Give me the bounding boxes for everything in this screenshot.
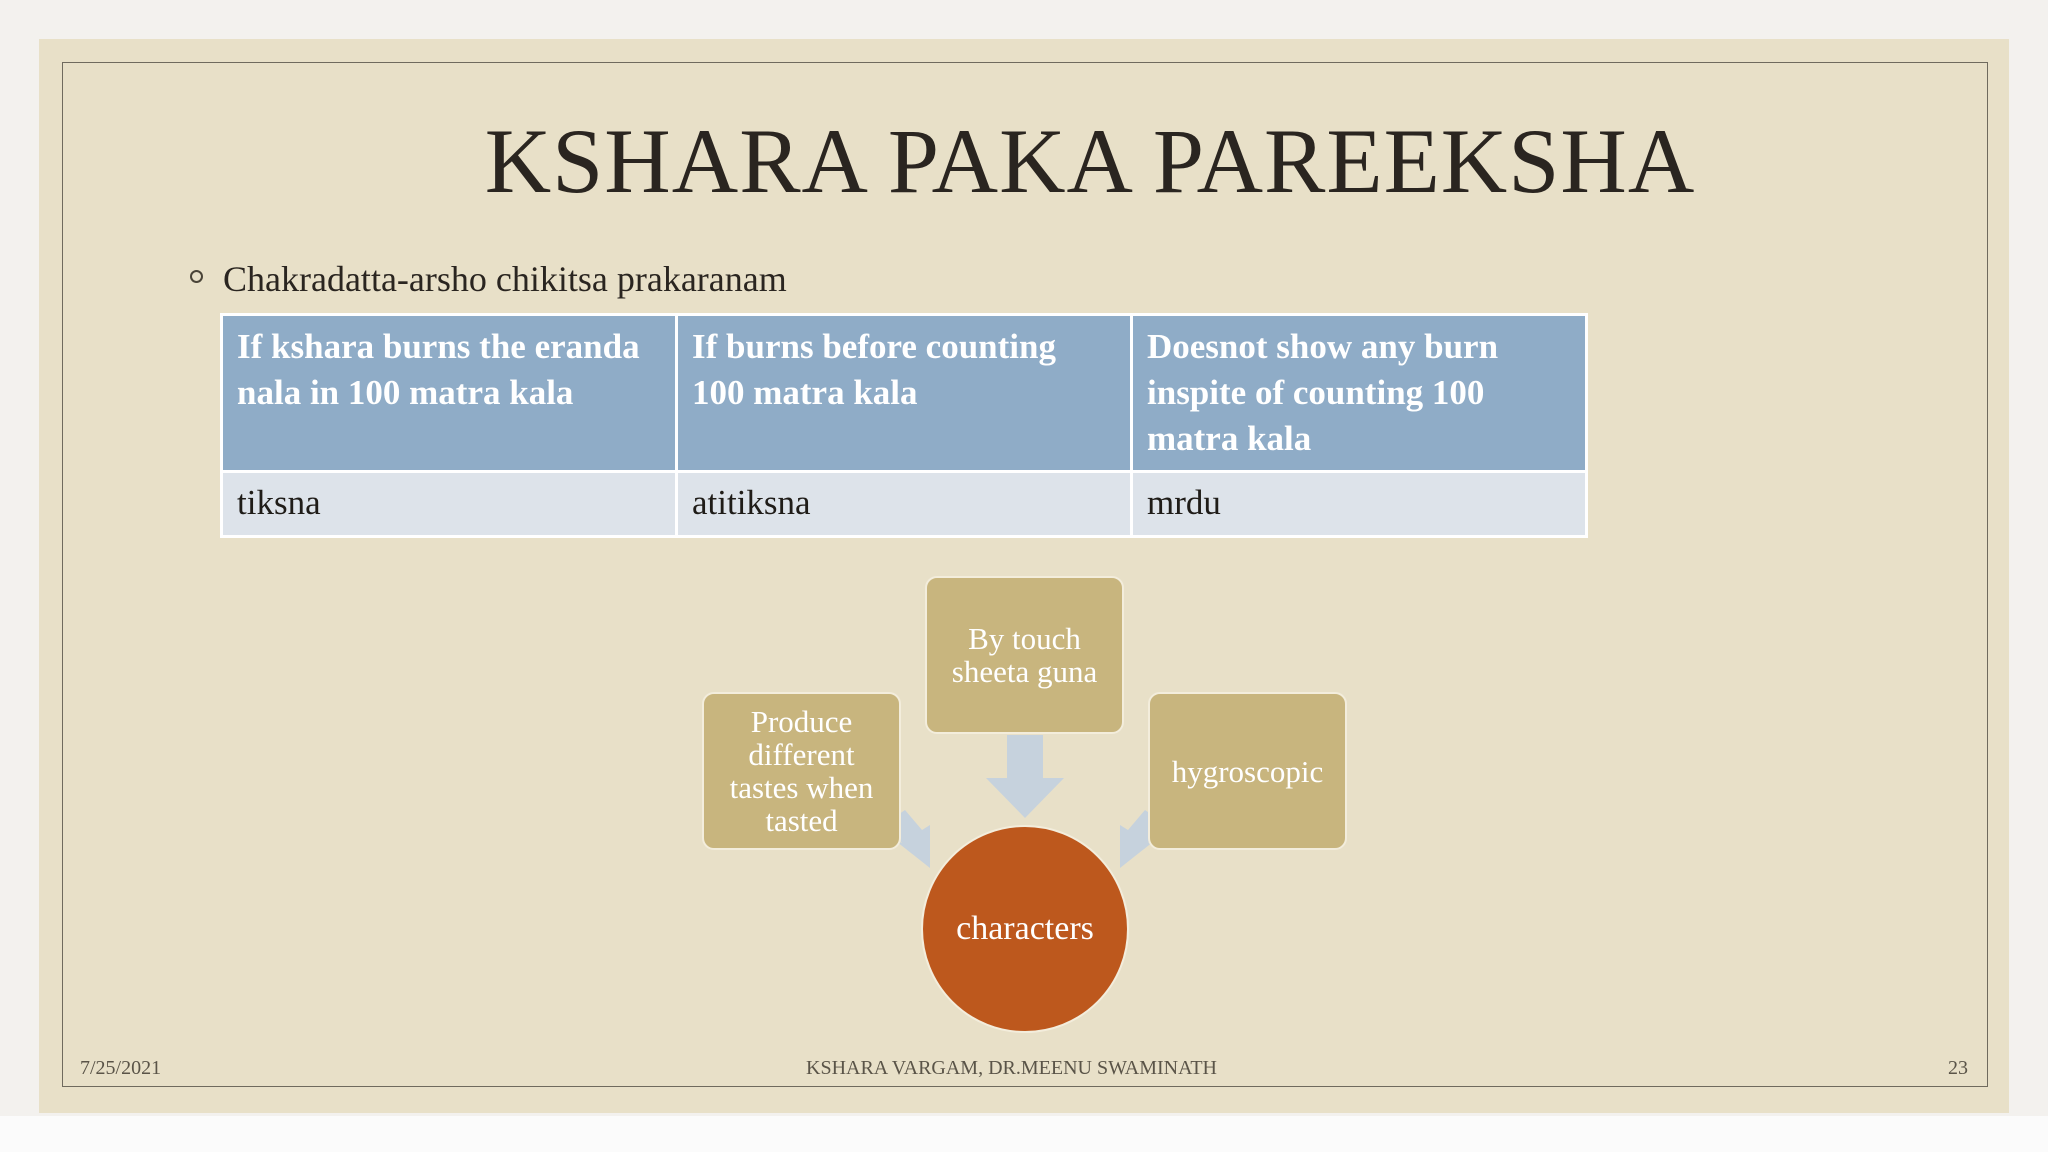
table-header-cell: Doesnot show any burn inspite of counting 100 matra kala: [1132, 315, 1587, 472]
diagram-center-circle: characters: [921, 825, 1129, 1033]
footer-date: 7/25/2021: [80, 1057, 162, 1079]
footer-title: KSHARA VARGAM, DR.MEENU SWAMINATH: [806, 1057, 1217, 1079]
diagram-box-right: hygroscopic: [1148, 692, 1347, 850]
diagram-box-top: By touch sheeta guna: [925, 576, 1124, 734]
diagram-box-left: Produce different tastes when tasted: [702, 692, 901, 850]
table-cell: tiksna: [222, 472, 677, 537]
table-header-cell: If burns before counting 100 matra kala: [677, 315, 1132, 472]
footer-page-number: 23: [1948, 1057, 1968, 1079]
arrow-down-icon: [986, 735, 1064, 818]
table-cell: atitiksna: [677, 472, 1132, 537]
bullet-text: Chakradatta-arsho chikitsa prakaranam: [223, 259, 787, 299]
table-header-cell: If kshara burns the eranda nala in 100 matra kala: [222, 315, 677, 472]
table-cell: mrdu: [1132, 472, 1587, 537]
slide-title: KSHARA PAKA PAREEKSHA: [484, 110, 1696, 212]
